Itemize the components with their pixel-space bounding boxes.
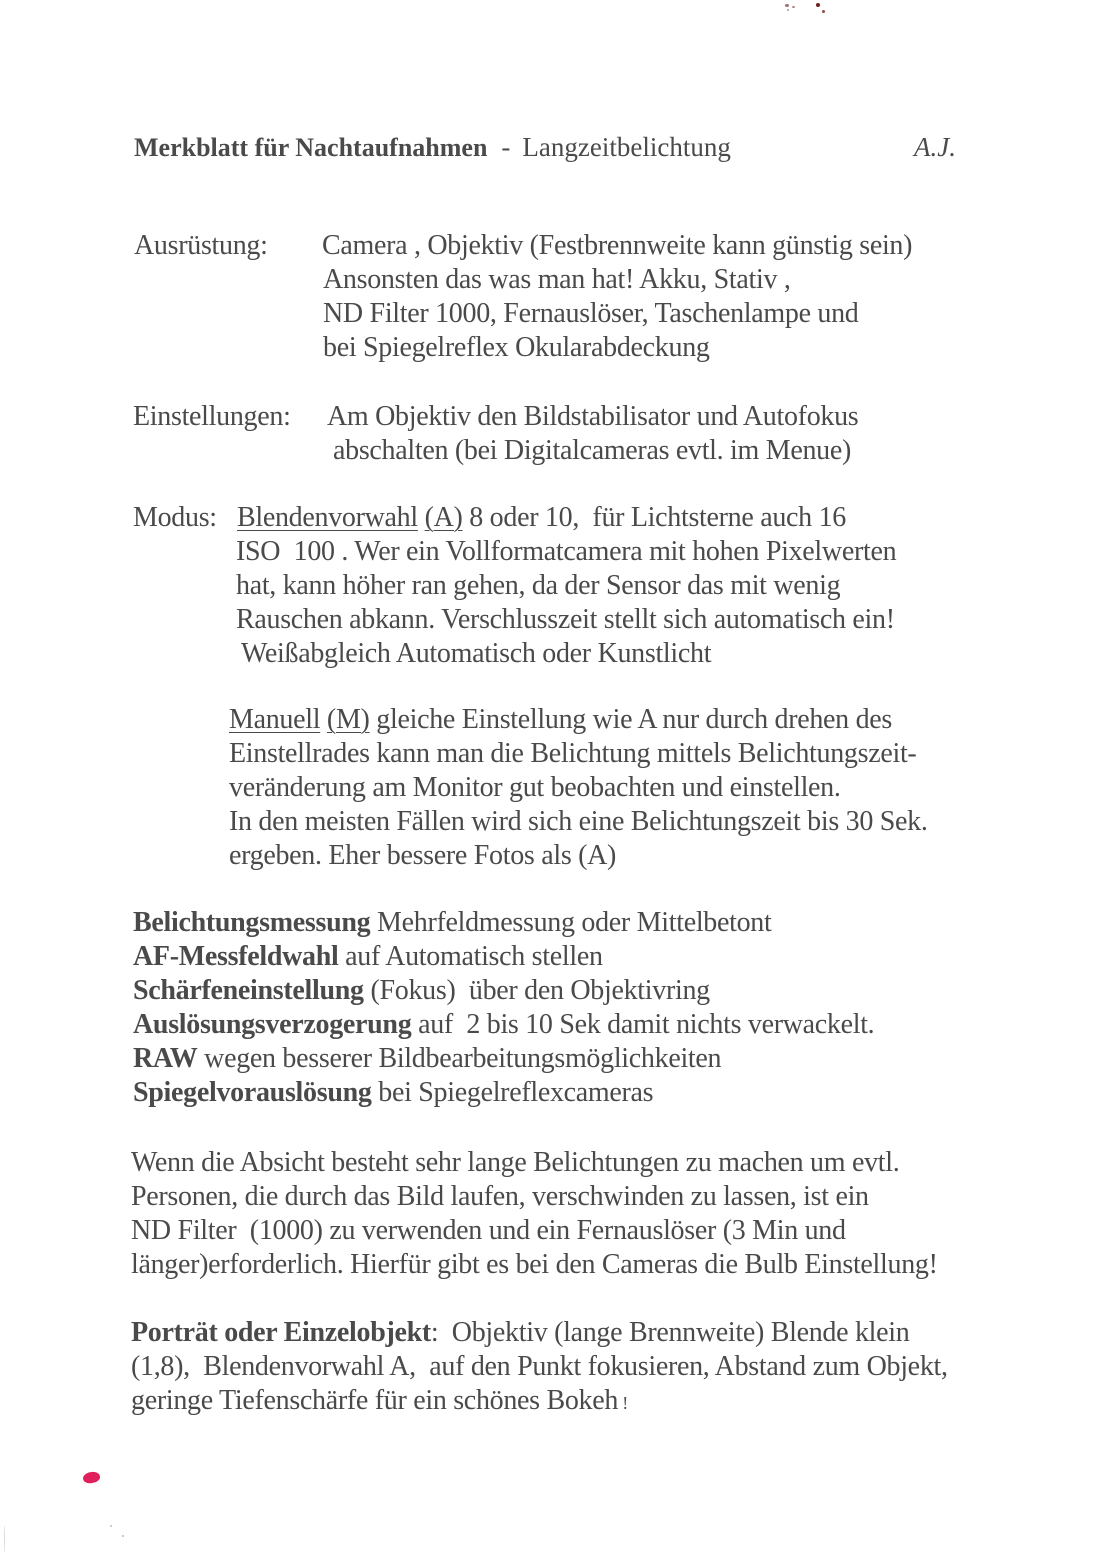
text-line bbox=[131, 1384, 628, 1420]
settings-term: Spiegelvorauslösung bbox=[133, 1077, 372, 1108]
ink-spot bbox=[82, 1470, 101, 1484]
text-line bbox=[229, 703, 892, 737]
scan-speck bbox=[110, 1525, 112, 1527]
end-mark: ! bbox=[618, 1393, 628, 1413]
settings-item bbox=[133, 940, 603, 974]
text-line: In den meisten Fällen wird sich eine Belichtungszeit bis 30 Sek. bbox=[229, 806, 928, 837]
scan-speck bbox=[792, 6, 795, 8]
text-line bbox=[131, 1316, 909, 1350]
text-line: abschalten (bei Digitalcameras evtl. im Menue) bbox=[333, 435, 851, 466]
text-line bbox=[237, 501, 846, 535]
text-line: Ansonsten das was man hat! Akku, Stativ , bbox=[323, 264, 791, 295]
text-line: Rauschen abkann. Verschlusszeit stellt sich automatisch ein! bbox=[236, 604, 895, 635]
section-label: Modus: bbox=[133, 502, 217, 533]
settings-value: (Fokus) über den Objektivring bbox=[363, 975, 710, 1006]
text-line: Einstellrades kann man die Belichtung mittels Belichtungszeit- bbox=[229, 738, 917, 769]
settings-term: Schärfeneinstellung bbox=[133, 975, 364, 1006]
scan-speck bbox=[4, 1525, 5, 1553]
text-line: veränderung am Monitor gut beobachten und einstellen. bbox=[229, 772, 841, 803]
settings-term: Auslösungsverzogerung bbox=[133, 1009, 412, 1040]
section-label: Einstellungen: bbox=[133, 401, 291, 432]
text-line: Weißabgleich Automatisch oder Kunstlicht bbox=[241, 638, 712, 669]
mode-code-a: (A) bbox=[424, 502, 463, 533]
text-line: länger)erforderlich. Hierfür gibt es bei den Cameras die Bulb Einstellung! bbox=[131, 1249, 938, 1280]
settings-value: Mehrfeldmessung oder Mittelbetont bbox=[370, 907, 772, 938]
portraet-term: Porträt oder Einzelobjekt bbox=[131, 1317, 431, 1348]
text-fragment: : bbox=[430, 1317, 439, 1348]
settings-term: RAW bbox=[133, 1043, 198, 1074]
document-header bbox=[134, 130, 731, 169]
settings-value: bei Spiegelreflexcameras bbox=[371, 1077, 654, 1108]
text-fragment: Objektiv (lange Brennweite) Blende klein bbox=[438, 1317, 910, 1348]
title-separator: - bbox=[501, 132, 511, 162]
text-line: ND Filter 1000, Fernauslöser, Taschenlampe und bbox=[323, 298, 859, 329]
text-line: Camera , Objektiv (Festbrennweite kann günstig sein) bbox=[322, 230, 913, 261]
settings-value: auf 2 bis 10 Sek damit nichts verwackelt. bbox=[411, 1009, 875, 1040]
document-subtitle: Langzeitbelichtung bbox=[522, 132, 731, 162]
text-line: (1,8), Blendenvorwahl A, auf den Punkt fokusieren, Abstand zum Objekt, bbox=[131, 1351, 948, 1382]
settings-term: AF-Messfeldwahl bbox=[133, 941, 339, 972]
scan-speck bbox=[816, 3, 820, 7]
settings-item bbox=[133, 1076, 653, 1110]
mode-code-m: (M) bbox=[326, 704, 370, 735]
settings-item bbox=[133, 1042, 721, 1076]
text-line: ergeben. Eher bessere Fotos als (A) bbox=[229, 840, 617, 871]
text-line: ND Filter (1000) zu verwenden und ein Fernauslöser (3 Min und bbox=[131, 1215, 846, 1246]
settings-item bbox=[133, 1008, 874, 1042]
text-line: Am Objektiv den Bildstabilisator und Autofokus bbox=[327, 401, 859, 432]
scan-speck bbox=[122, 1535, 124, 1537]
mode-manuell: Manuell bbox=[229, 704, 321, 735]
settings-value: auf Automatisch stellen bbox=[338, 941, 603, 972]
mode-blendenvorwahl: Blendenvorwahl bbox=[237, 502, 418, 533]
scan-speck bbox=[787, 9, 789, 11]
text-line: hat, kann höher ran gehen, da der Sensor das mit wenig bbox=[236, 570, 841, 601]
scan-speck bbox=[822, 10, 825, 13]
section-label: Ausrüstung: bbox=[134, 230, 268, 261]
text-line: Personen, die durch das Bild laufen, verschwinden zu lassen, ist ein bbox=[131, 1181, 869, 1212]
scan-speck bbox=[785, 4, 789, 7]
text-fragment: 8 oder 10, für Lichtsterne auch 16 bbox=[462, 502, 846, 533]
text-fragment: geringe Tiefenschärfe für ein schönes Bokeh bbox=[131, 1385, 619, 1416]
text-line: bei Spiegelreflex Okularabdeckung bbox=[323, 332, 710, 363]
settings-item bbox=[133, 974, 710, 1008]
text-line: ISO 100 . Wer ein Vollformatcamera mit hohen Pixelwerten bbox=[236, 536, 897, 567]
settings-value: wegen besserer Bildbearbeitungsmöglichkeiten bbox=[197, 1043, 722, 1074]
settings-term: Belichtungsmessung bbox=[133, 907, 371, 938]
text-fragment: gleiche Einstellung wie A nur durch drehen des bbox=[369, 704, 893, 735]
document-title: Merkblatt für Nachtaufnahmen bbox=[134, 133, 488, 162]
text-line: Wenn die Absicht besteht sehr lange Belichtungen zu machen um evtl. bbox=[131, 1147, 900, 1178]
author-initials: A.J. bbox=[914, 132, 956, 162]
settings-item bbox=[133, 906, 772, 940]
